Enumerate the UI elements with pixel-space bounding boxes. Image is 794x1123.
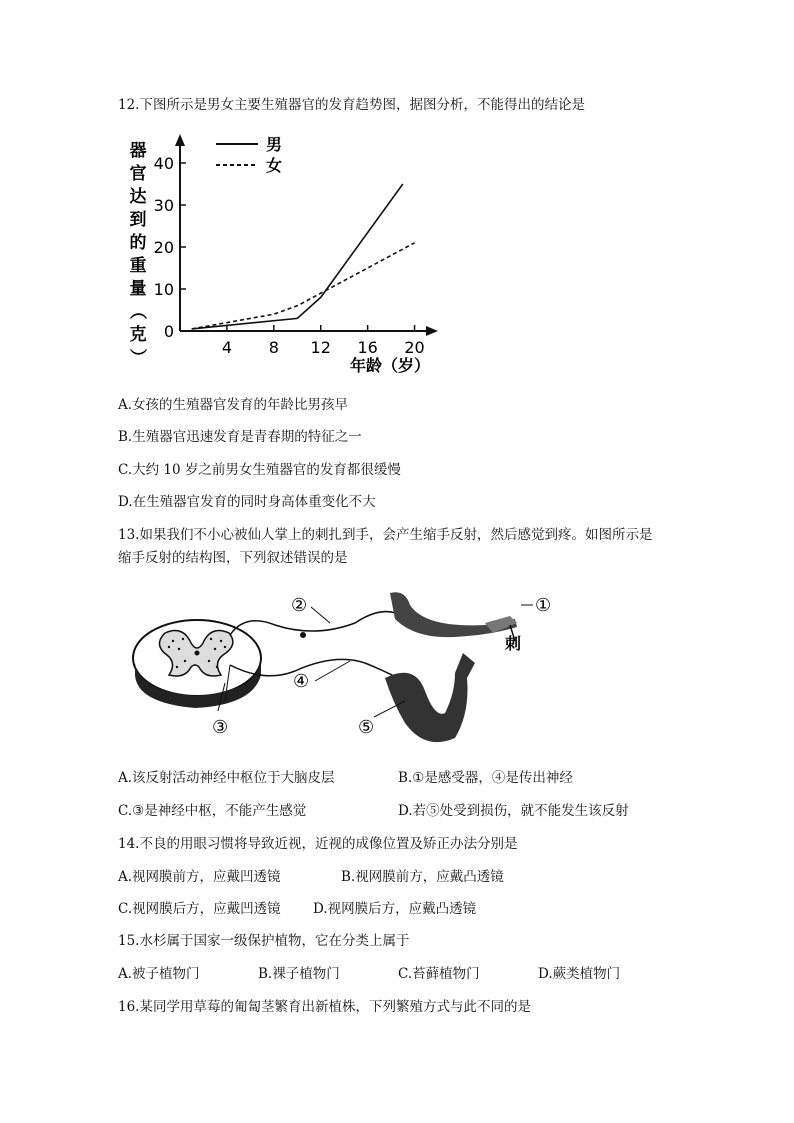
q14-stem: 14.不良的用眼习惯将导致近视，近视的成像位置及矫正办法分别是: [118, 836, 518, 852]
q16-stem: 16.某同学用草莓的匍匐茎繁育出新植株，下列繁殖方式与此不同的是: [118, 999, 531, 1015]
chart-y-axis-title-char: 官: [129, 164, 147, 184]
q12-option-b[interactable]: B.生殖器官迅速发育是青春期的特征之一: [118, 429, 362, 445]
chart-y-axis-title-char: 的: [129, 233, 147, 253]
q14-option-b[interactable]: B.视网膜前方，应戴凸透镜: [341, 869, 504, 885]
x-tick-label: 16: [357, 338, 378, 357]
x-tick-label: 4: [221, 338, 233, 357]
chart-y-axis-title-char: 器: [129, 141, 147, 161]
q12-option-d[interactable]: D.在生殖器官发育的同时身高体重变化不大: [118, 494, 376, 510]
y-tick-label: 30: [153, 196, 174, 215]
series-line-female: [192, 243, 415, 329]
q13-option-b[interactable]: B.①是感受器，④是传出神经: [398, 770, 573, 786]
y-tick-label: 10: [153, 280, 174, 299]
q13-option-c[interactable]: C.③是神经中枢，不能产生感觉: [118, 803, 307, 819]
chart-x-axis-title: 年龄（岁）: [350, 356, 431, 375]
chart-y-axis-title-char: 到: [129, 210, 147, 230]
y-axis-arrow: [175, 134, 185, 146]
q12-stem: 12.下图所示是男女主要生殖器官的发育趋势图，据图分析，不能得出的结论是: [118, 97, 585, 113]
label-1: ①: [535, 595, 552, 616]
q15-option-d[interactable]: D.蕨类植物门: [538, 966, 621, 982]
q12-option-c[interactable]: C.大约 10 岁之前男女生殖器官的发育都很缓慢: [118, 462, 401, 478]
label-4: ④: [293, 671, 310, 692]
legend-label-female: 女: [266, 156, 283, 175]
q14-option-a[interactable]: A.视网膜前方，应戴凹透镜: [118, 869, 281, 885]
x-tick-label: 20: [404, 338, 425, 357]
x-axis-arrow: [426, 326, 438, 336]
chart-y-axis-title-char: 克: [129, 325, 147, 345]
q13-option-d[interactable]: D.若⑤处受到损伤，就不能发生该反射: [398, 803, 629, 819]
x-tick-label: 8: [268, 338, 279, 357]
x-tick-label: 12: [310, 338, 331, 357]
q12-option-a[interactable]: A.女孩的生殖器官发育的年龄比男孩早: [118, 397, 349, 413]
chart-y-axis-title-char: 重: [129, 256, 147, 276]
q13-option-a[interactable]: A.该反射活动神经中枢位于大脑皮层: [118, 770, 335, 786]
y-tick-label: 20: [153, 238, 174, 257]
reflex-arc-diagram: [125, 583, 565, 750]
chart-y-axis-title-char: 量: [129, 279, 147, 299]
q15-option-a[interactable]: A.被子植物门: [118, 966, 200, 982]
arm-upper-illustration: [390, 592, 517, 637]
chart-y-axis-title-char: 达: [129, 187, 147, 207]
arm-lower-illustration: [385, 653, 475, 742]
q13-stem-line1: 13.如果我们不小心被仙人掌上的刺扎到手，会产生缩手反射，然后感觉到疼。如图所示是: [118, 527, 653, 543]
q15-stem: 15.水杉属于国家一级保护植物，它在分类上属于: [118, 933, 410, 949]
q15-option-b[interactable]: B.裸子植物门: [258, 966, 340, 982]
legend-label-male: 男: [266, 135, 283, 154]
spinal-cord-illustration: [133, 620, 261, 708]
chart-y-axis-title-char: ）: [127, 348, 147, 366]
y-tick-label: 0: [163, 322, 174, 341]
label-2: ②: [291, 595, 308, 616]
chart-y-axis-title-char: （: [127, 302, 147, 320]
chart-y-axis-title: [127, 141, 148, 366]
series-line-male: [192, 184, 403, 329]
thorn-label: 刺: [505, 634, 522, 653]
organ-development-chart: [118, 128, 453, 378]
label-5: ⑤: [358, 717, 375, 738]
q13-stem-line2: 缩手反射的结构图，下列叙述错误的是: [118, 550, 348, 566]
label-3: ③: [212, 717, 229, 738]
q15-option-c[interactable]: C.苔藓植物门: [398, 966, 480, 982]
q14-option-c[interactable]: C.视网膜后方，应戴凹透镜: [118, 901, 281, 917]
q14-option-d[interactable]: D.视网膜后方，应戴凸透镜: [313, 901, 477, 917]
y-tick-label: 40: [153, 154, 174, 173]
